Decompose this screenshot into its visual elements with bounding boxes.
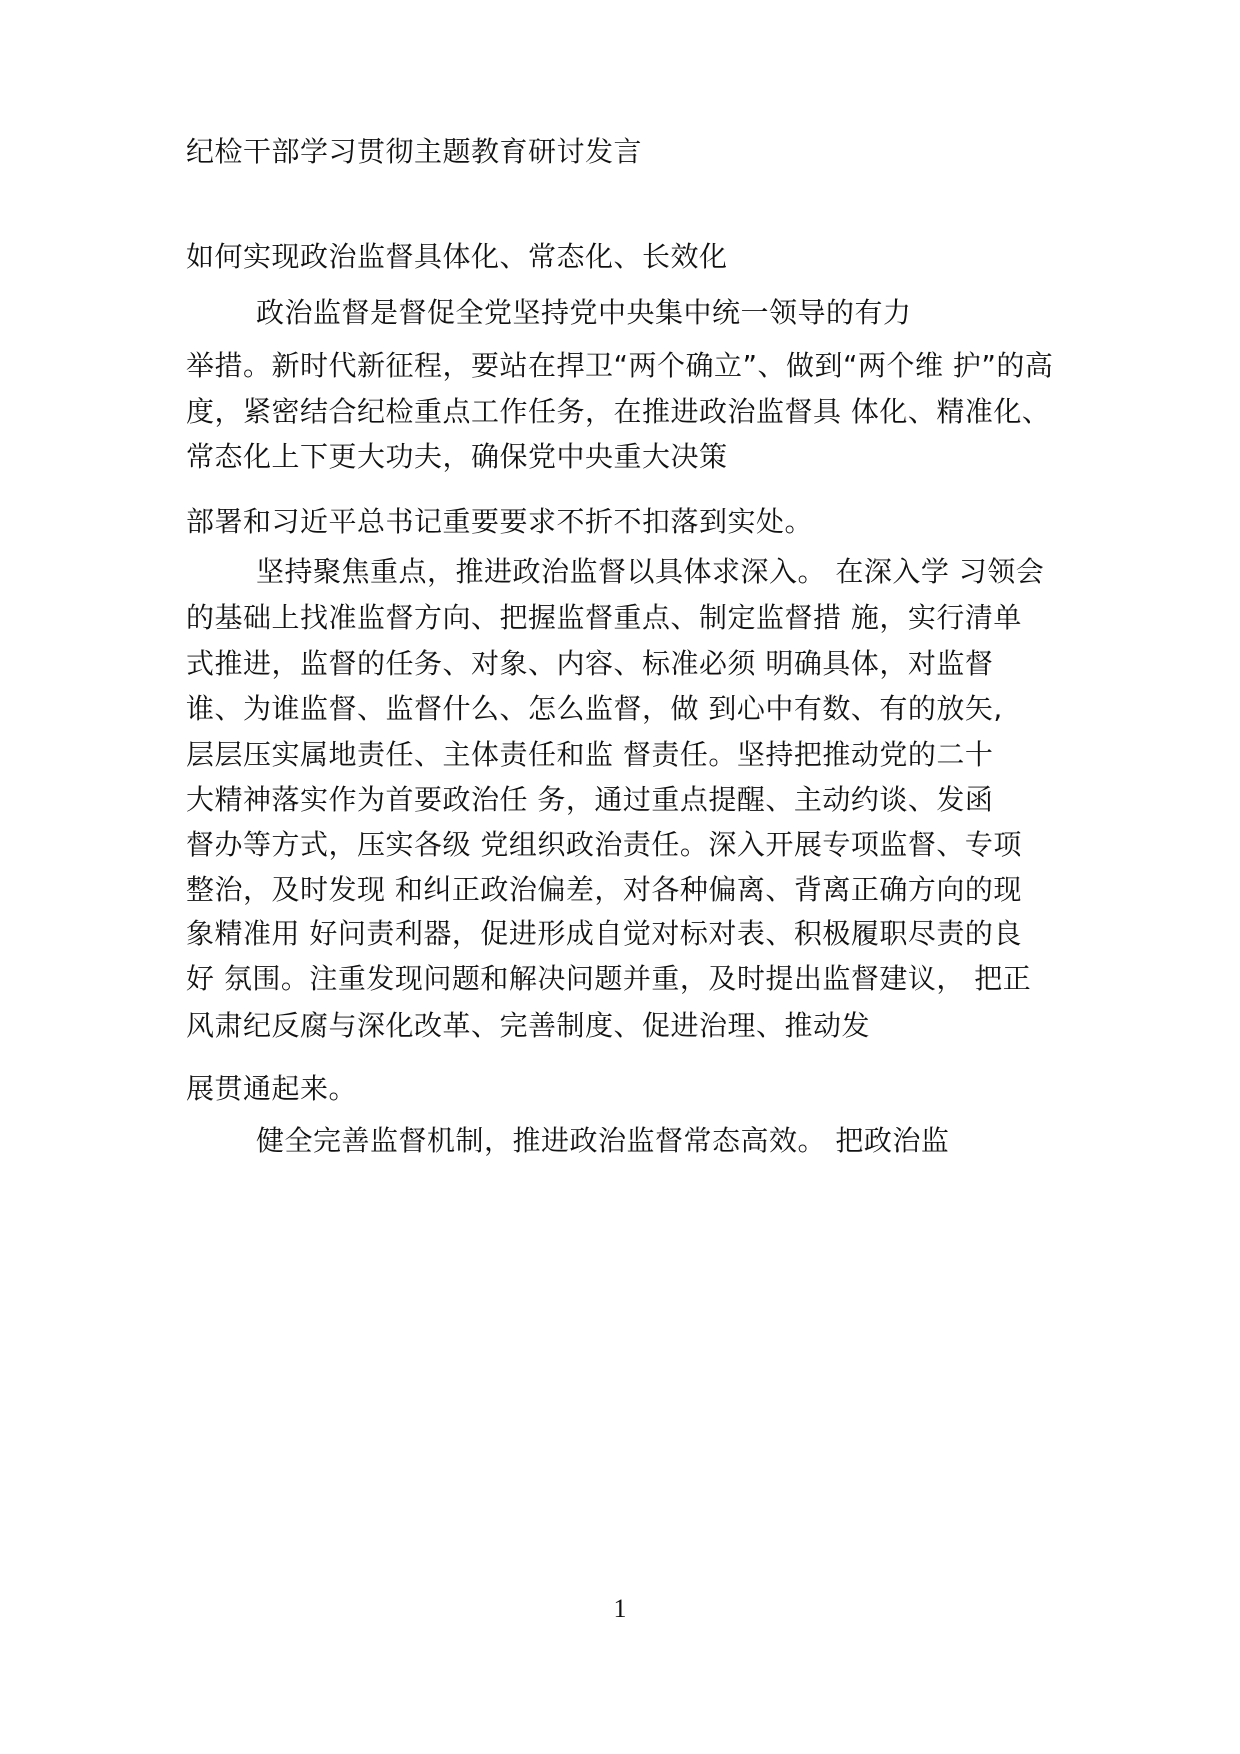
paragraph-line: 谁、为谁监督、监督什么、怎么监督，做 到心中有数、有的放矢, <box>186 692 1003 725</box>
paragraph-line: 度，紧密结合纪检重点工作任务，在推进政治监督具 体化、精准化、 <box>186 395 1051 428</box>
paragraph-line: 好 氛围。注重发现问题和解决问题并重，及时提出监督建议， 把正 <box>186 962 1032 995</box>
paragraph-line: 的基础上找准监督方向、把握监督重点、制定监督措 施，实行清单 <box>186 601 1022 634</box>
paragraph-line: 层层压实属地责任、主体责任和监 督责任。坚持把推动党的二十 <box>186 738 994 771</box>
paragraph-line: 督办等方式，压实各级 党组织政治责任。深入开展专项监督、专项 <box>186 828 1022 861</box>
paragraph-line: 大精神落实作为首要政治任 务，通过重点提醒、主动约谈、发函 <box>186 783 994 816</box>
paragraph-line: 坚持聚焦重点，推进政治监督以具体求深入。 在深入学 习领会 <box>256 555 1045 588</box>
document-title: 纪检干部学习贯彻主题教育研讨发言 <box>186 135 643 168</box>
paragraph-line: 象精准用 好问责利器，促进形成自觉对标对表、积极履职尽责的良 <box>186 917 1022 950</box>
paragraph-line: 举措。新时代新征程，要站在捍卫“两个确立”、做到“两个维 护”的高 <box>186 349 1054 382</box>
paragraph-line: 整治，及时发现 和纠正政治偏差，对各种偏离、背离正确方向的现 <box>186 873 1022 906</box>
paragraph-line: 展贯通起来。 <box>186 1072 358 1105</box>
paragraph-line: 式推进，监督的任务、对象、内容、标准必须 明确具体，对监督 <box>186 647 994 680</box>
paragraph-line: 部署和习近平总书记重要要求不折不扣落到实处。 <box>186 505 814 538</box>
paragraph-line: 风肃纪反腐与深化改革、完善制度、促进治理、推动发 <box>186 1009 871 1042</box>
page-number: 1 <box>613 1594 627 1623</box>
paragraph-line: 常态化上下更大功夫，确保党中央重大决策 <box>186 440 728 473</box>
paragraph-line: 政治监督是督促全党坚持党中央集中统一领导的有力 <box>256 296 912 329</box>
paragraph-line: 健全完善监督机制，推进政治监督常态高效。 把政治监 <box>256 1124 950 1157</box>
document-subtitle: 如何实现政治监督具体化、常态化、长效化 <box>186 240 728 273</box>
